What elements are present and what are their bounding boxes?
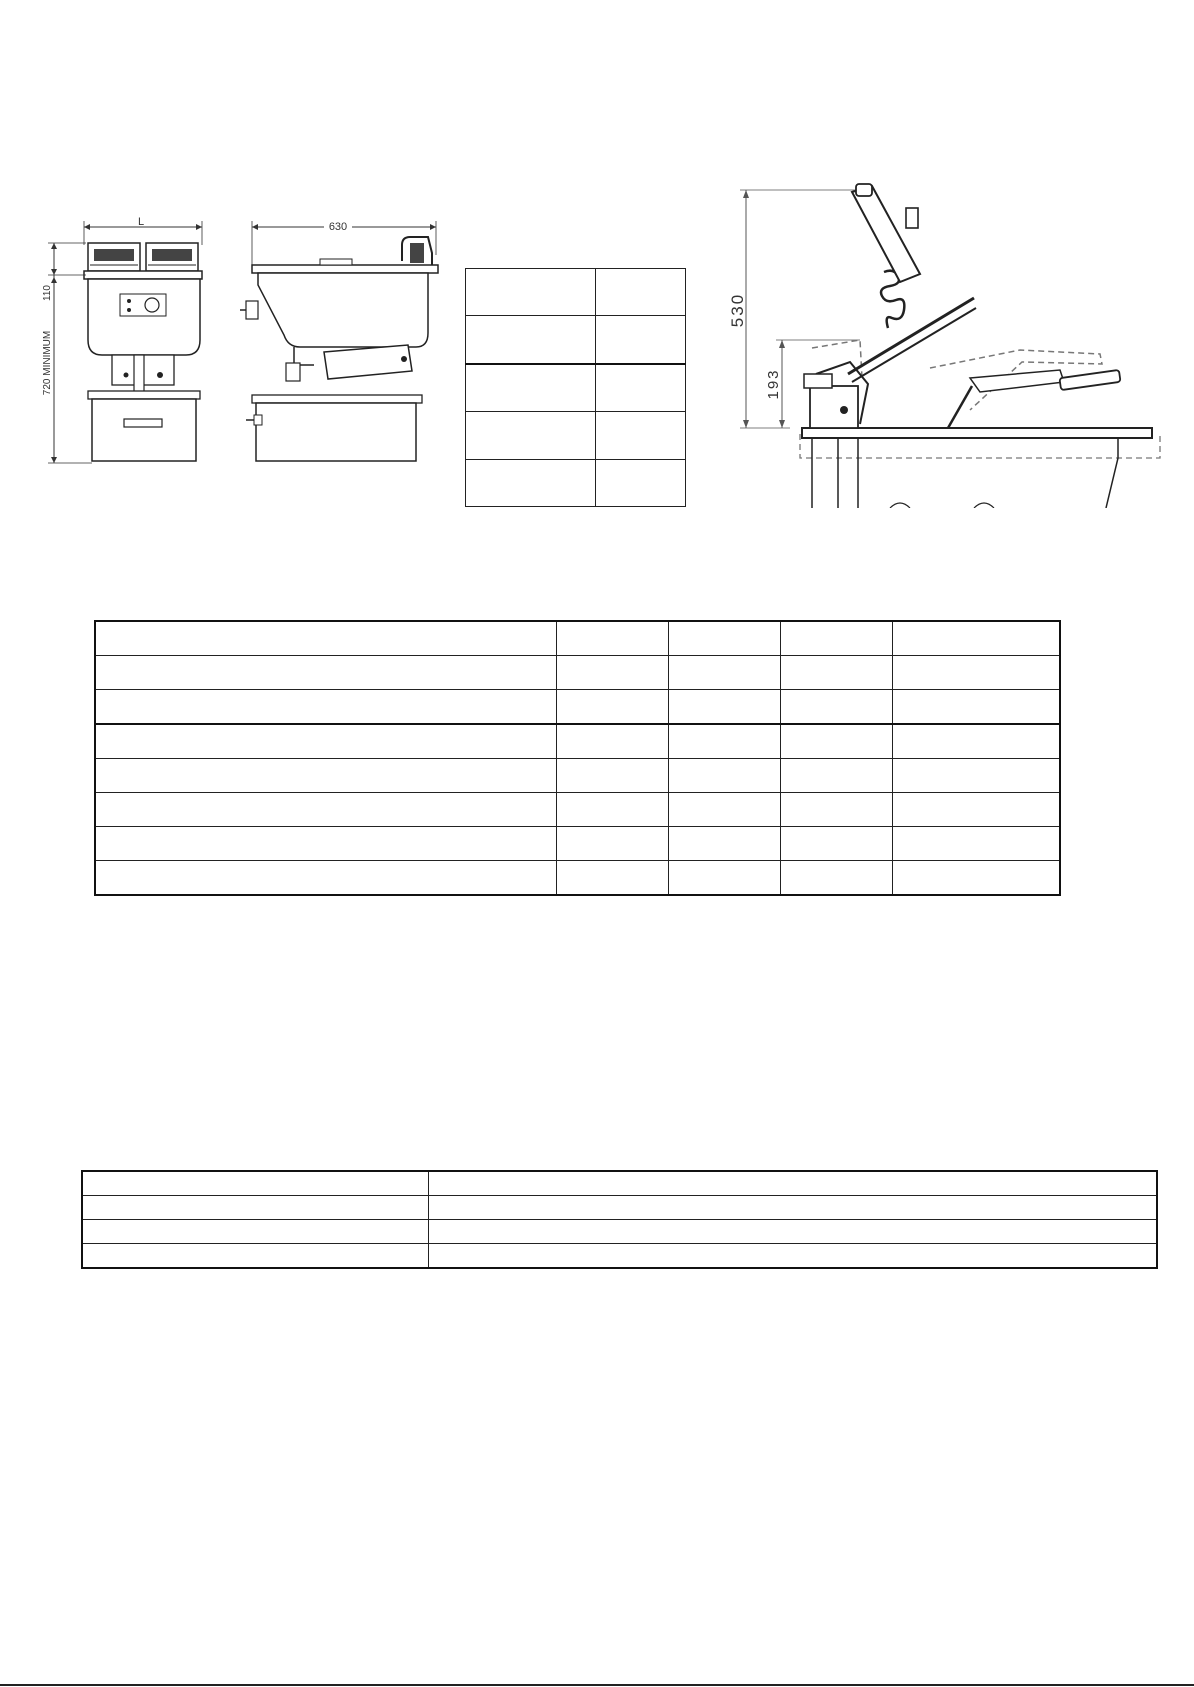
- table-cell: [429, 1220, 1158, 1244]
- table-cell: [668, 724, 780, 759]
- table-cell: [780, 689, 892, 724]
- table-cell: [82, 1196, 429, 1220]
- table-cell: [780, 724, 892, 759]
- mini-spec-table: [465, 268, 686, 507]
- table-cell: [557, 724, 669, 759]
- table-cell: [557, 792, 669, 826]
- table-cell: [892, 860, 1060, 895]
- table-cell: [95, 826, 557, 860]
- table-row: [466, 412, 686, 459]
- table-cell: [429, 1171, 1158, 1196]
- page-bottom-rule: [0, 1684, 1194, 1686]
- table-row: [95, 656, 1060, 690]
- table-cell: [596, 316, 686, 364]
- table-cell: [668, 826, 780, 860]
- basket-lift-drawing: [720, 178, 1166, 508]
- front-width-label: L: [137, 216, 145, 228]
- table-row: [95, 724, 1060, 759]
- lift-height-label: 530: [728, 292, 747, 328]
- table-cell: [780, 792, 892, 826]
- table-cell: [95, 792, 557, 826]
- table-row: [466, 459, 686, 506]
- lift-base-label: 193: [765, 368, 782, 400]
- front-min-height-label: 720 MINIMUM: [42, 330, 53, 396]
- table-row: [82, 1171, 1157, 1196]
- table-cell: [892, 792, 1060, 826]
- table-cell: [429, 1196, 1158, 1220]
- table-cell: [596, 412, 686, 459]
- table-row: [466, 269, 686, 316]
- table-cell: [892, 826, 1060, 860]
- table-cell: [668, 792, 780, 826]
- table-cell: [668, 621, 780, 656]
- table-row: [466, 316, 686, 364]
- table-cell: [557, 758, 669, 792]
- table-cell: [596, 459, 686, 506]
- table-cell: [557, 826, 669, 860]
- front-view-drawing: [40, 215, 220, 490]
- table-cell: [557, 621, 669, 656]
- table-cell: [95, 860, 557, 895]
- table-cell: [668, 656, 780, 690]
- table-cell: [82, 1220, 429, 1244]
- table-row: [95, 689, 1060, 724]
- table-row: [95, 826, 1060, 860]
- table-cell: [95, 656, 557, 690]
- table-row: [95, 860, 1060, 895]
- table-cell: [596, 269, 686, 316]
- table-cell: [466, 316, 596, 364]
- side-depth-label: 630: [328, 221, 348, 233]
- table-cell: [82, 1171, 429, 1196]
- table-cell: [557, 860, 669, 895]
- table-cell: [466, 412, 596, 459]
- table-cell: [466, 364, 596, 412]
- table-row: [95, 621, 1060, 656]
- table-cell: [95, 758, 557, 792]
- table-cell: [892, 689, 1060, 724]
- table-cell: [557, 689, 669, 724]
- table-cell: [780, 826, 892, 860]
- table-row: [82, 1244, 1157, 1269]
- table-cell: [892, 758, 1060, 792]
- table-cell: [596, 364, 686, 412]
- table-row: [466, 364, 686, 412]
- front-top-height-label: 110: [42, 285, 53, 301]
- table-cell: [892, 656, 1060, 690]
- side-view-drawing: [234, 215, 446, 490]
- table-cell: [557, 656, 669, 690]
- table-cell: [780, 656, 892, 690]
- table-cell: [668, 860, 780, 895]
- table-row: [95, 792, 1060, 826]
- table-cell: [429, 1244, 1158, 1269]
- table-row: [95, 758, 1060, 792]
- table-cell: [892, 621, 1060, 656]
- table-cell: [466, 459, 596, 506]
- table-cell: [780, 860, 892, 895]
- table-row: [82, 1220, 1157, 1244]
- table-cell: [95, 724, 557, 759]
- table-cell: [95, 621, 557, 656]
- table-cell: [780, 758, 892, 792]
- table-cell: [466, 269, 596, 316]
- main-spec-table: [94, 620, 1061, 896]
- table-cell: [95, 689, 557, 724]
- table-cell: [892, 724, 1060, 759]
- table-cell: [82, 1244, 429, 1269]
- table-row: [82, 1196, 1157, 1220]
- bottom-spec-table: [81, 1170, 1158, 1269]
- table-cell: [668, 758, 780, 792]
- table-cell: [668, 689, 780, 724]
- table-cell: [780, 621, 892, 656]
